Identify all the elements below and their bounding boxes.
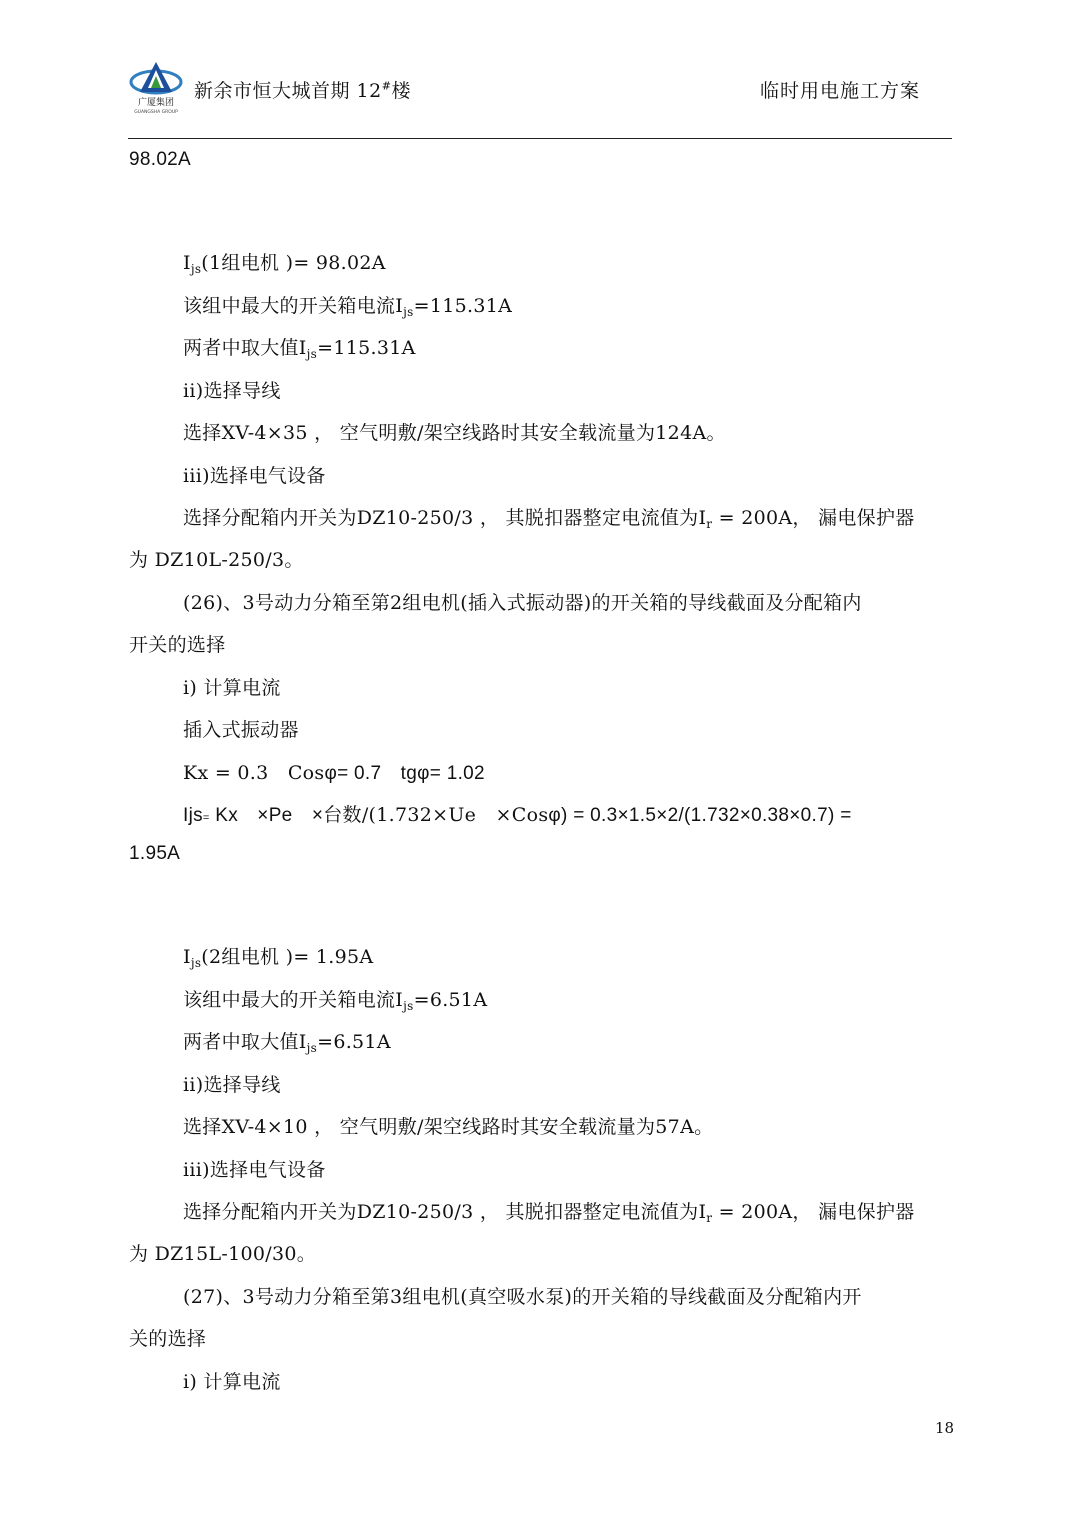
result-value: 1.95A (129, 843, 181, 864)
document-title: 临时用电施工方案 (760, 80, 921, 102)
company-logo (128, 58, 184, 116)
header-divider (128, 138, 952, 139)
page-number: 18 (935, 1419, 955, 1437)
text-line: 开关的选择 (129, 634, 226, 656)
text-line: 为 DZ10L-250/3。 (129, 549, 304, 571)
section-heading: (27)、3号动力分箱至第3组电机(真空吸水泵)的开关箱的导线截面及分配箱内开 (183, 1286, 862, 1308)
formula-line: Ijs= Kx ×Pe ×台数/(1.732×Ue ×Cosφ) = 0.3×1.5×2/(1.732×0.38×0.7) = (183, 804, 852, 826)
formula-line: Kx = 0.3 Cosφ= 0.7 tgφ= 1.02 (183, 762, 485, 784)
section-heading: i) 计算电流 (183, 1371, 281, 1393)
text-line: 插入式振动器 (183, 719, 299, 741)
result-value: 98.02A (129, 149, 192, 170)
text-line: 为 DZ15L-100/30。 (129, 1243, 317, 1265)
section-heading: ii)选择导线 (183, 380, 281, 402)
section-heading: iii)选择电气设备 (183, 1159, 326, 1181)
text-line: 两者中取大值$I_{js}=6.51A$ (183, 1031, 391, 1055)
text-line: 该组中最大的开关箱电流$I_{js}=6.51A$ (183, 989, 488, 1013)
text-line: 选择分配箱内开关为DZ10-250/3 ， 其脱扣器整定电流值为$I_r = 200A$， 漏电保护器 (183, 507, 915, 531)
section-heading: iii)选择电气设备 (183, 465, 326, 487)
section-heading: ii)选择导线 (183, 1074, 281, 1096)
text-line: 选择XV-4×35 ， 空气明敷/架空线路时其安全载流量为124A。 (183, 422, 726, 444)
svg-text:广厦集团: 广厦集团 (137, 98, 175, 108)
section-heading: i) 计算电流 (183, 677, 281, 699)
text-line: 选择XV-4×10 ， 空气明敷/架空线路时其安全载流量为57A。 (183, 1116, 714, 1138)
project-title: 新余市恒大城首期 12#楼 (194, 79, 411, 102)
section-heading: (26)、3号动力分箱至第2组电机(插入式振动器)的开关箱的导线截面及分配箱内 (183, 592, 862, 614)
text-line: 关的选择 (129, 1328, 207, 1350)
text-line: 该组中最大的开关箱电流$I_{js}=115.31A$ (183, 295, 513, 319)
formula-line: $I_{js}(1$组电机 )= 98.02A (183, 252, 386, 276)
svg-text:GUANGSHA GROUP: GUANGSHA GROUP (134, 110, 178, 115)
text-line: 两者中取大值$I_{js}=115.31A$ (183, 337, 416, 361)
formula-line: $I_{js}(2$组电机 )= 1.95A (183, 946, 374, 970)
text-line: 选择分配箱内开关为DZ10-250/3 ， 其脱扣器整定电流值为$I_r = 200A$， 漏电保护器 (183, 1201, 915, 1225)
